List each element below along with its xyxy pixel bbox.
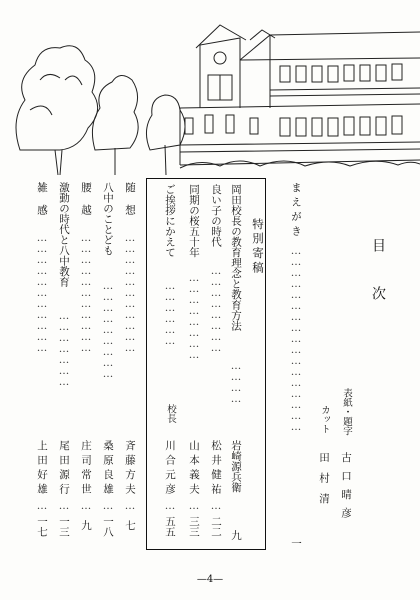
special-entry-author: 松井健祐 xyxy=(210,440,222,498)
entry-leader: …………………………… xyxy=(80,232,92,353)
entry-author: 上田好雄 xyxy=(36,440,48,498)
special-entry-prefix: 校長 xyxy=(165,404,176,423)
entry-title: 随想 xyxy=(124,182,136,227)
special-entry-title: 岡田校長の教育理念と教育方法 xyxy=(230,184,242,331)
special-entry-page: 三三 xyxy=(188,516,200,537)
special-entry-title: ご挨拶にかえて xyxy=(164,184,176,258)
cover-credit-name: 古口晴彦 xyxy=(340,452,352,526)
entry-author: 尾田源行 xyxy=(58,440,70,498)
entry-leader: …………………………… xyxy=(36,232,48,353)
preface-title: まえがき xyxy=(290,182,302,240)
cover-credit-role: 表紙・題字 xyxy=(341,388,352,436)
entry-leader: … xyxy=(102,500,114,511)
special-entry-author: 山本義夫 xyxy=(188,440,200,498)
entry-leader: … xyxy=(124,500,136,511)
entry-leader: ………………… xyxy=(58,310,70,387)
special-entry-leader: ………… xyxy=(230,360,242,404)
special-entry-title: 良い子の時代 xyxy=(210,184,222,247)
special-entry-leader: … xyxy=(210,500,222,511)
entry-leader: ……………………… xyxy=(102,280,114,379)
special-entry-title: 同期の桜五十年 xyxy=(188,184,200,258)
special-entry-leader: … xyxy=(164,500,176,511)
entry-title: 腰越 xyxy=(80,182,92,227)
cut-credit-name: 田村清 xyxy=(318,452,330,514)
entry-page: 一七 xyxy=(36,516,48,537)
preface-leader: …………………………………………… xyxy=(290,245,302,432)
special-entry-author: 川合元彦 xyxy=(164,440,176,498)
school-building-illustration xyxy=(0,0,420,175)
special-entry-page: 九 xyxy=(230,530,242,541)
page-number: —4— xyxy=(196,574,224,585)
entry-author: 庄司常世 xyxy=(80,440,92,498)
entry-page: 九 xyxy=(80,520,92,531)
special-entry-page: 五五 xyxy=(164,516,176,537)
toc-title: 目次 xyxy=(370,238,386,334)
entry-page: 七 xyxy=(124,520,136,531)
entry-title: 八中のことども xyxy=(102,182,114,256)
entry-leader: … xyxy=(58,500,70,511)
entry-page: 一三 xyxy=(58,516,70,537)
special-entry-leader: …………………… xyxy=(210,265,222,353)
cut-credit-role: カット xyxy=(319,405,330,434)
entry-page: 一八 xyxy=(102,516,114,537)
entry-title: 激動の時代と八中教育 xyxy=(58,182,70,287)
preface-page: 一 xyxy=(290,538,302,549)
entry-author: 桑原良雄 xyxy=(102,440,114,498)
special-entry-author: 岩崎源兵衛 xyxy=(230,440,242,493)
entry-author: 斉藤方夫 xyxy=(124,440,136,498)
entry-leader: …………………………… xyxy=(124,232,136,353)
special-entry-leader: ……………… xyxy=(164,280,176,346)
special-entry-page: 二二 xyxy=(210,516,222,537)
entry-leader: … xyxy=(36,500,48,511)
entry-title: 雑感 xyxy=(36,182,48,227)
special-entry-leader: … xyxy=(188,500,200,511)
entry-leader: … xyxy=(80,500,92,511)
special-heading: 特別寄稿 xyxy=(251,218,265,276)
special-entry-leader: …………………… xyxy=(188,272,200,360)
